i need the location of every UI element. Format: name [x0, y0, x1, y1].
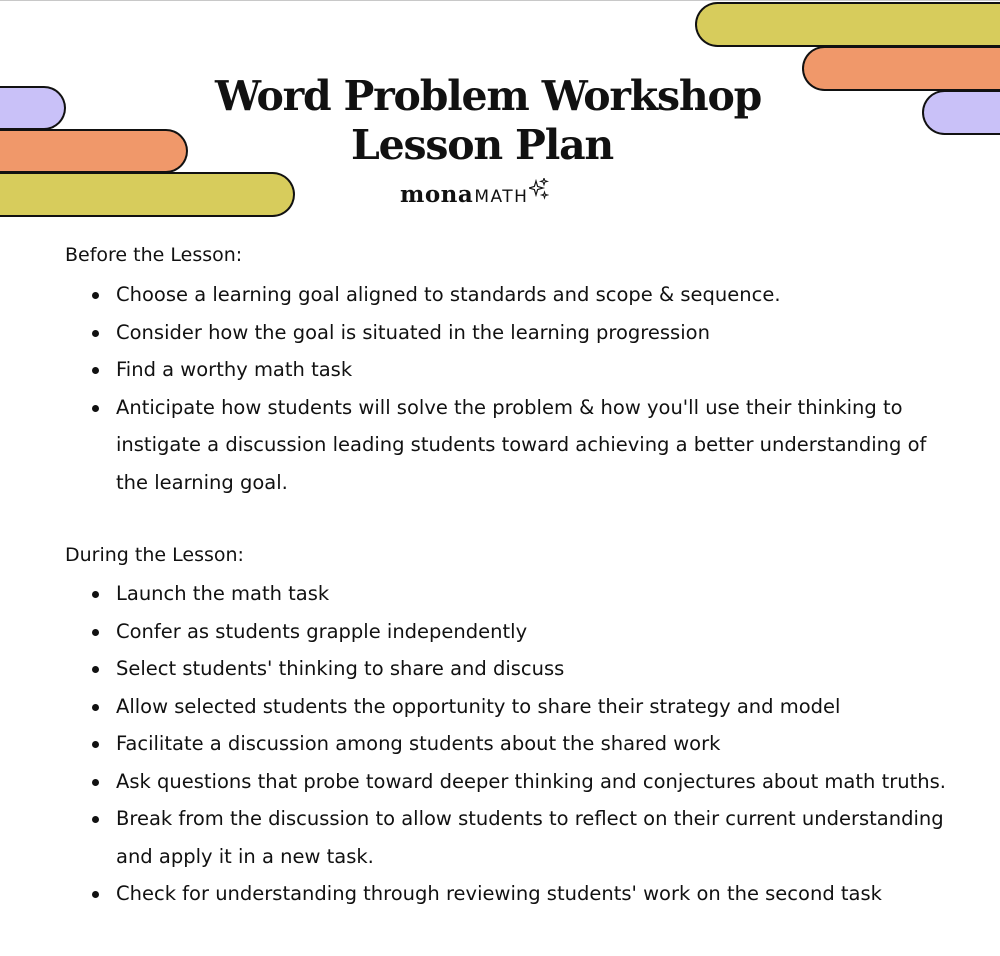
section-heading-during: During the Lesson: [65, 544, 244, 566]
sparkle-icon [529, 178, 549, 200]
decor-bar-olive-left [0, 172, 295, 217]
list-item: Ask questions that probe toward deeper thinking and conjectures about math truths. [90, 763, 960, 801]
list-item: Facilitate a discussion among students about the shared work [90, 725, 960, 763]
list-item: Check for understanding through reviewing students' work on the second task [90, 875, 960, 913]
during-list [90, 575, 960, 913]
list-item: Confer as students grapple independently [90, 613, 960, 651]
list-item: Allow selected students the opportunity to share their strategy and model [90, 688, 960, 726]
decor-bar-olive-right [695, 2, 1000, 47]
list-item: Select students' thinking to share and discuss [90, 650, 960, 688]
page-title-line-2: Lesson Plan [350, 121, 614, 169]
list-item: Launch the math task [90, 575, 960, 613]
section-heading-before: Before the Lesson: [65, 244, 243, 266]
brand-logo-light: MATH [474, 187, 529, 207]
before-list [90, 276, 960, 501]
brand-logo [400, 180, 549, 210]
list-item: Choose a learning goal aligned to standards and scope & sequence. [90, 276, 960, 314]
list-item: Consider how the goal is situated in the learning progression [90, 314, 960, 352]
list-item: Break from the discussion to allow students to reflect on their current understanding and apply it in a new task. [90, 800, 960, 875]
page-title-line-1: Word Problem Workshop [214, 72, 762, 120]
list-item: Find a worthy math task [90, 351, 960, 389]
brand-logo-bold: mona [400, 181, 474, 208]
page-top-border [0, 0, 1000, 1]
list-item: Anticipate how students will solve the problem & how you'll use their thinking to instigate a discussion leading students toward achieving a better understanding of the learning goal. [90, 389, 960, 502]
